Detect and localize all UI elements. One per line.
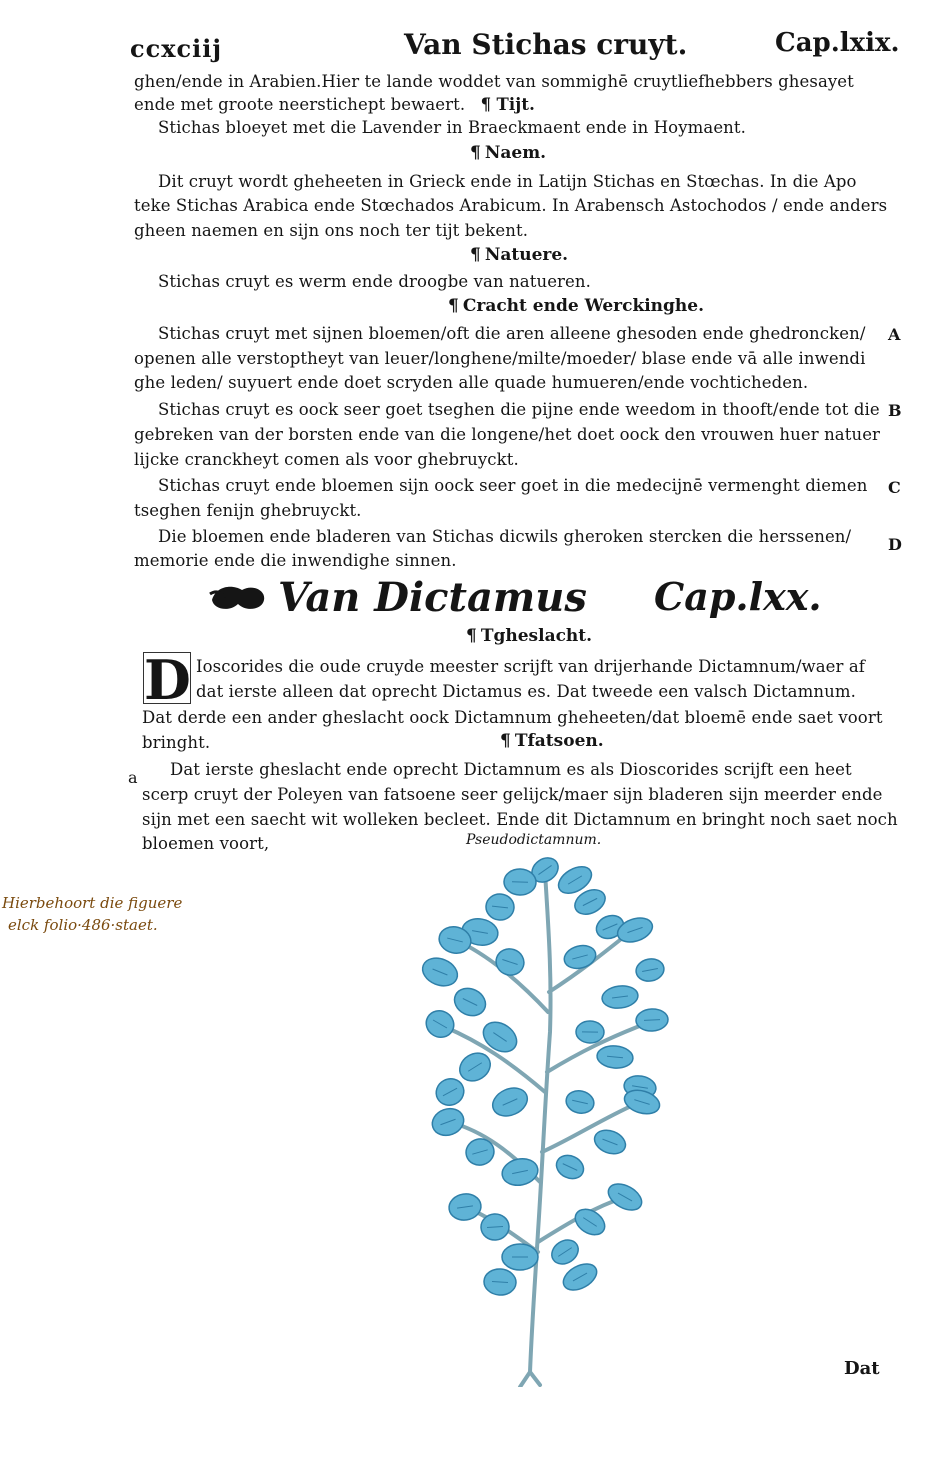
catchword: Dat bbox=[844, 1358, 880, 1379]
paragraph-mark-icon: ¶ bbox=[466, 626, 477, 646]
margin-mark: a bbox=[128, 768, 138, 787]
section-heading-naem: ¶ Naem. bbox=[470, 143, 547, 163]
handwritten-note-line: elck folio·486·staet. bbox=[8, 916, 158, 934]
chapter-number: Cap.lxx. bbox=[654, 574, 822, 619]
text-line: lijcke cranckheyt comen als voor ghebruyckt. bbox=[134, 450, 519, 469]
margin-letter: B bbox=[888, 401, 902, 420]
text-line: sijn met een saecht wit wolleken becleet. Ende dit Dictamnum en bringht noch saet noch bbox=[142, 810, 898, 829]
text-line: Dat ierste gheslacht ende oprecht Dictamnum es als Dioscorides scrijft een heet bbox=[170, 760, 852, 779]
section-heading-gheslacht: ¶ Tgheslacht. bbox=[466, 626, 593, 646]
text-line: gebreken van der borsten ende van die longene/het doet oock den vrouwen huer natuer bbox=[134, 425, 881, 444]
running-head-chapter: Cap.lxix. bbox=[775, 28, 900, 58]
paragraph-mark-icon: ¶ bbox=[448, 296, 459, 316]
section-heading-cracht: ¶ Cracht ende Werckinghe. bbox=[448, 296, 705, 316]
text-line: ghe leden/ suyuert ende doet scryden alle quade humueren/ende vochticheden. bbox=[134, 373, 809, 392]
text-line: Dit cruyt wordt gheheeten in Grieck ende in Latijn Stichas en Stœchas. In die Apo bbox=[158, 172, 857, 191]
text-line: ghen/ende in Arabien.Hier te lande woddet van sommighē cruytliefhebbers ghesayet bbox=[134, 72, 854, 91]
text-line: dat ierste alleen dat oprecht Dictamus es. Dat tweede een valsch Dictamnum. bbox=[196, 682, 856, 701]
leaf-vein bbox=[512, 882, 528, 883]
plant-leaves bbox=[418, 853, 668, 1296]
running-head-title: Van Stichas cruyt. bbox=[404, 28, 688, 61]
margin-letter: D bbox=[888, 535, 902, 554]
chapter-title-text: Van Dictamus bbox=[278, 574, 587, 621]
handwritten-note-line: Hierbehoort die figuere bbox=[2, 894, 183, 912]
text-line: Die bloemen ende bladeren van Stichas dicwils gheroken stercken die herssenen/ bbox=[158, 527, 852, 546]
figure-label: Pseudodictamnum. bbox=[466, 832, 602, 848]
plant-stems bbox=[445, 872, 650, 1387]
plant-illustration bbox=[380, 852, 710, 1387]
text-line: bloemen voort, bbox=[142, 834, 270, 853]
text-line: teke Stichas Arabica ende Stœchados Arabicum. In Arabensch Astochodos / ende anders bbox=[134, 196, 888, 215]
text-span: bringht. bbox=[142, 733, 211, 752]
margin-letter: A bbox=[888, 325, 901, 344]
text-line: Stichas bloeyet met die Lavender in Braeckmaent ende in Hoymaent. bbox=[158, 118, 746, 137]
drop-cap: D bbox=[144, 648, 191, 712]
paragraph-mark-icon: ¶ bbox=[470, 245, 481, 265]
text-line: tseghen fenijn ghebruyckt. bbox=[134, 501, 362, 520]
text-line: scerp cruyt der Poleyen van fatsoene seer gelijck/maer sijn bladeren sijn meerder ende bbox=[142, 785, 883, 804]
text-line: Stichas cruyt es werm ende droogbe van natueren. bbox=[158, 272, 591, 291]
text-line: Stichas cruyt es oock seer goet tseghen die pijne ende weedom in thooft/ende tot die bbox=[158, 400, 880, 419]
section-heading-tijt: Tijt. bbox=[496, 95, 535, 114]
chapter-title bbox=[208, 576, 848, 622]
text-line: Stichas cruyt met sijnen bloemen/oft die aren alleene ghesoden ende ghedroncken/ bbox=[158, 324, 866, 343]
fleuron-icon bbox=[208, 580, 268, 614]
paragraph-mark-icon: ¶ bbox=[500, 731, 511, 751]
text-line: memorie ende die inwendighe sinnen. bbox=[134, 551, 457, 570]
folio-number: ccxciij bbox=[130, 34, 223, 63]
paragraph-mark-icon: ¶ bbox=[480, 95, 492, 114]
paragraph-mark-icon: ¶ bbox=[470, 143, 481, 163]
text-line: gheen naemen en sijn ons noch ter tijt bekent. bbox=[134, 221, 529, 240]
text-line: Ioscorides die oude cruyde meester scrijft van drijerhande Dictamnum/waer af bbox=[196, 657, 865, 676]
text-span: ende met groote neerstichept bewaert. bbox=[134, 95, 466, 114]
text-line bbox=[142, 733, 210, 753]
text-line: openen alle verstoptheyt van leuer/longhene/milte/moeder/ blase ende vā alle inwendi bbox=[134, 349, 866, 368]
text-line bbox=[134, 95, 535, 115]
text-line: Stichas cruyt ende bloemen sijn oock seer goet in die medecijnē vermenght diemen bbox=[158, 476, 868, 495]
margin-letter: C bbox=[888, 478, 901, 497]
section-heading-natuere: ¶ Natuere. bbox=[470, 245, 569, 265]
text-line: Dat derde een ander gheslacht oock Dictamnum gheheeten/dat bloemē ende saet voort bbox=[142, 708, 883, 727]
section-heading-fatsoen: ¶ Tfatsoen. bbox=[500, 731, 604, 751]
